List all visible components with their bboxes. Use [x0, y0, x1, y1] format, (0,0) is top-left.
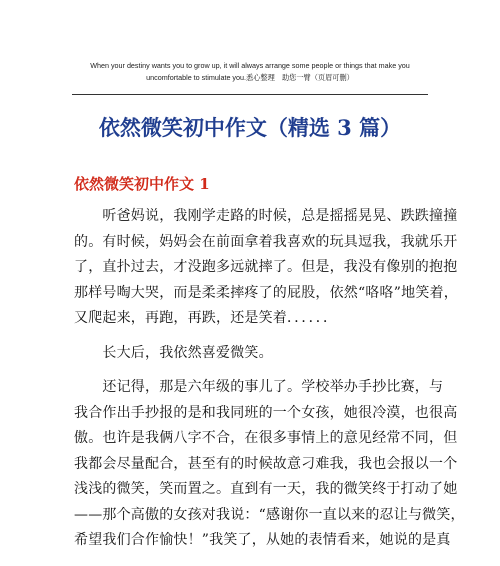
- paragraph-1: [74, 204, 458, 332]
- text-line: 我都会尽量配合，甚至有的时候故意刁难我，我也会报以一个: [74, 455, 458, 472]
- document-title: 依然微笑初中作文（精选 3 篇）: [98, 115, 402, 140]
- paragraph-gap: [74, 332, 426, 341]
- header-divider: [72, 94, 428, 95]
- text-line: 听爸妈说，我刚学走路的时候，总是摇摇晃晃、跌跌撞撞: [74, 208, 458, 224]
- text-line: 浅浅的微笑，笑而置之。直到有一天，我的微笑终于打动了她: [74, 481, 458, 497]
- document-body: [74, 204, 465, 554]
- header-line-2: uncomfortable to stimulate you.悉心整理 助您一臂（页眉可删）: [146, 73, 354, 82]
- text-line: 我合作出手抄报的是和我同班的一个女孩，她很冷漠，也很高: [74, 404, 458, 421]
- text-line: 又爬起来，再跑，再跌，还是笑着．．．．．．: [74, 310, 338, 326]
- text-line: 长大后，我依然喜爱微笑。: [74, 344, 273, 361]
- text-line: 了，直扑过去，才没跑多远就摔了。但是，我没有像别的抱抱: [74, 259, 458, 275]
- section-title: 依然微笑初中作文 1: [74, 175, 210, 193]
- text-line: 希望我们合作愉快！”我笑了，从她的表情看来，她说的是真: [74, 532, 451, 548]
- text-line: ——那个高傲的女孩对我说：“感谢你一直以来的忍让与微笑，: [74, 506, 465, 523]
- page-header: [0, 60, 500, 84]
- paragraph-3: [74, 375, 465, 554]
- text-line: 傲。也许是我俩八字不合，在很多事情上的意见经常不同，但: [74, 430, 458, 446]
- header-line-1: When your destiny wants you to grow up, it will always arrange some people or things that make you: [90, 61, 410, 70]
- text-line: 的。有时候，妈妈会在前面拿着我喜欢的玩具逗我，我就乐开: [74, 233, 458, 250]
- paragraph-2: [74, 341, 426, 367]
- paragraph-gap: [74, 366, 426, 375]
- text-line: 那样号啕大哭，而是柔柔摔疼了的屁股，依然“咯咯”地笑着，: [74, 284, 458, 301]
- text-line: 还记得，那是六年级的事儿了。学校举办手抄比赛，与: [74, 379, 444, 395]
